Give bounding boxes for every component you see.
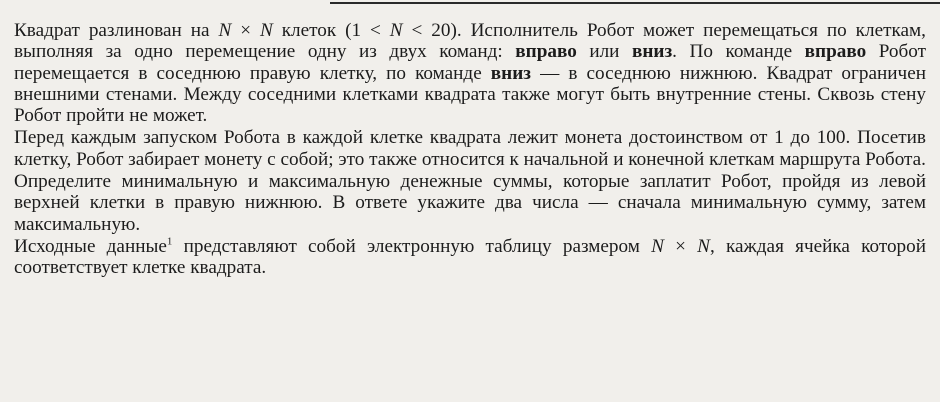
- command-keyword: вниз: [490, 62, 531, 84]
- text-run: клеток (1 <: [272, 20, 390, 41]
- command-keyword: вправо: [515, 41, 577, 63]
- text-run: Перед каждым запуском Робота в каждой клетке квадрата лежит монета достоинством от 1 до 100. Посетив клетку, Робот забирает монету с собой; это также относится к начальной и конечной клеткам маршрута Робота.: [14, 127, 926, 170]
- paragraph-coins: [14, 127, 926, 170]
- footnote-marker: 1: [166, 235, 173, 248]
- text-run: Робот перемещается в соседнюю правую клетку, по команде: [14, 41, 926, 84]
- paragraph-grid-and-commands: [14, 20, 926, 126]
- top-border-line: [330, 2, 940, 4]
- math-variable: N: [389, 20, 403, 41]
- text-run: Определите минимальную и максимальную денежные суммы, которые заплатит Робот, пройдя из левой верхней клетки в правую нижнюю. В ответе укажите два числа — сначала минимальную сумму, затем максимальную.: [14, 171, 926, 235]
- command-keyword: вниз: [631, 41, 673, 63]
- text-run: ×: [231, 20, 260, 41]
- text-run: Квадрат разлинован на: [14, 20, 219, 41]
- command-keyword: вправо: [804, 41, 867, 63]
- top-border-rule: [0, 0, 940, 6]
- text-run: — в соседнюю нижнюю. Квадрат ограничен внешними стенами. Между соседними клетками квадрата также могут быть внутренние стены. Сквозь стену Робот пройти не может.: [14, 62, 926, 127]
- paragraph-input-data: [14, 236, 926, 279]
- math-variable: N: [651, 235, 664, 257]
- text-run: ×: [663, 235, 698, 257]
- text-run: или: [576, 41, 632, 63]
- problem-text: [14, 20, 926, 279]
- paragraph-task: [14, 171, 926, 235]
- text-run: Исходные данные: [14, 235, 167, 257]
- math-variable: N: [259, 20, 273, 41]
- text-run: представляют собой электронную таблицу размером: [172, 235, 652, 257]
- math-variable: N: [697, 235, 710, 257]
- math-variable: N: [218, 20, 232, 41]
- text-run: < 20). Исполнитель Робот может перемещаться по клеткам, выполняя за одно перемещение одну из двух команд:: [14, 20, 926, 63]
- text-run: , каждая ячейка которой соответствует клетке квадрата.: [14, 235, 927, 279]
- text-run: . По команде: [672, 41, 805, 63]
